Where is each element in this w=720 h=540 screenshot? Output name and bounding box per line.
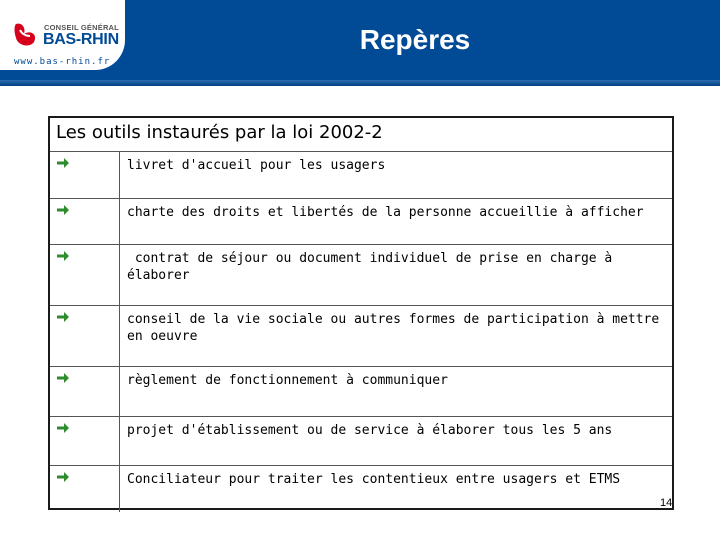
row-text: livret d'accueil pour les usagers — [127, 158, 386, 173]
bas-rhin-logo-icon — [12, 22, 40, 48]
arrow-right-icon — [56, 311, 70, 323]
arrow-right-icon — [56, 422, 70, 434]
table-row — [50, 306, 672, 367]
page-number: 14 — [660, 497, 673, 509]
arrow-right-icon — [56, 471, 70, 483]
table-row — [50, 245, 672, 306]
arrow-cell — [50, 306, 120, 366]
row-text: projet d'établissement ou de service à élaborer tous les 5 ans — [127, 423, 613, 438]
table-row — [50, 199, 672, 245]
table-row — [50, 152, 672, 199]
table-row — [50, 466, 672, 512]
arrow-right-icon — [56, 204, 70, 216]
tools-table — [50, 151, 672, 512]
box-title: Les outils instaurés par la loi 2002-2 — [56, 122, 383, 143]
arrow-right-icon — [56, 372, 70, 384]
header-shade — [0, 80, 720, 86]
arrow-cell — [50, 417, 120, 465]
row-text: contrat de séjour ou document individuel de prise en charge à élaborer — [127, 251, 621, 283]
arrow-cell — [50, 466, 120, 512]
arrow-cell — [50, 367, 120, 416]
row-text: conseil de la vie sociale ou autres formes de participation à mettre en oeuvre — [127, 312, 668, 344]
row-text: règlement de fonctionnement à communiquer — [127, 373, 448, 388]
logo-url: www.bas-rhin.fr — [14, 57, 111, 67]
arrow-cell — [50, 199, 120, 244]
table-row — [50, 367, 672, 417]
logo — [0, 0, 125, 70]
row-text: charte des droits et libertés de la personne accueillie à afficher — [127, 205, 644, 220]
logo-subtitle: CONSEIL GÉNÉRAL — [44, 23, 119, 32]
row-text: Conciliateur pour traiter les contentieux entre usagers et ETMS — [127, 472, 621, 487]
table-row — [50, 417, 672, 466]
arrow-right-icon — [56, 250, 70, 262]
arrow-right-icon — [56, 157, 70, 169]
logo-name: BAS-RHIN — [43, 31, 119, 48]
arrow-cell — [50, 152, 120, 198]
page-title: Repères — [359, 24, 471, 55]
arrow-cell — [50, 245, 120, 305]
